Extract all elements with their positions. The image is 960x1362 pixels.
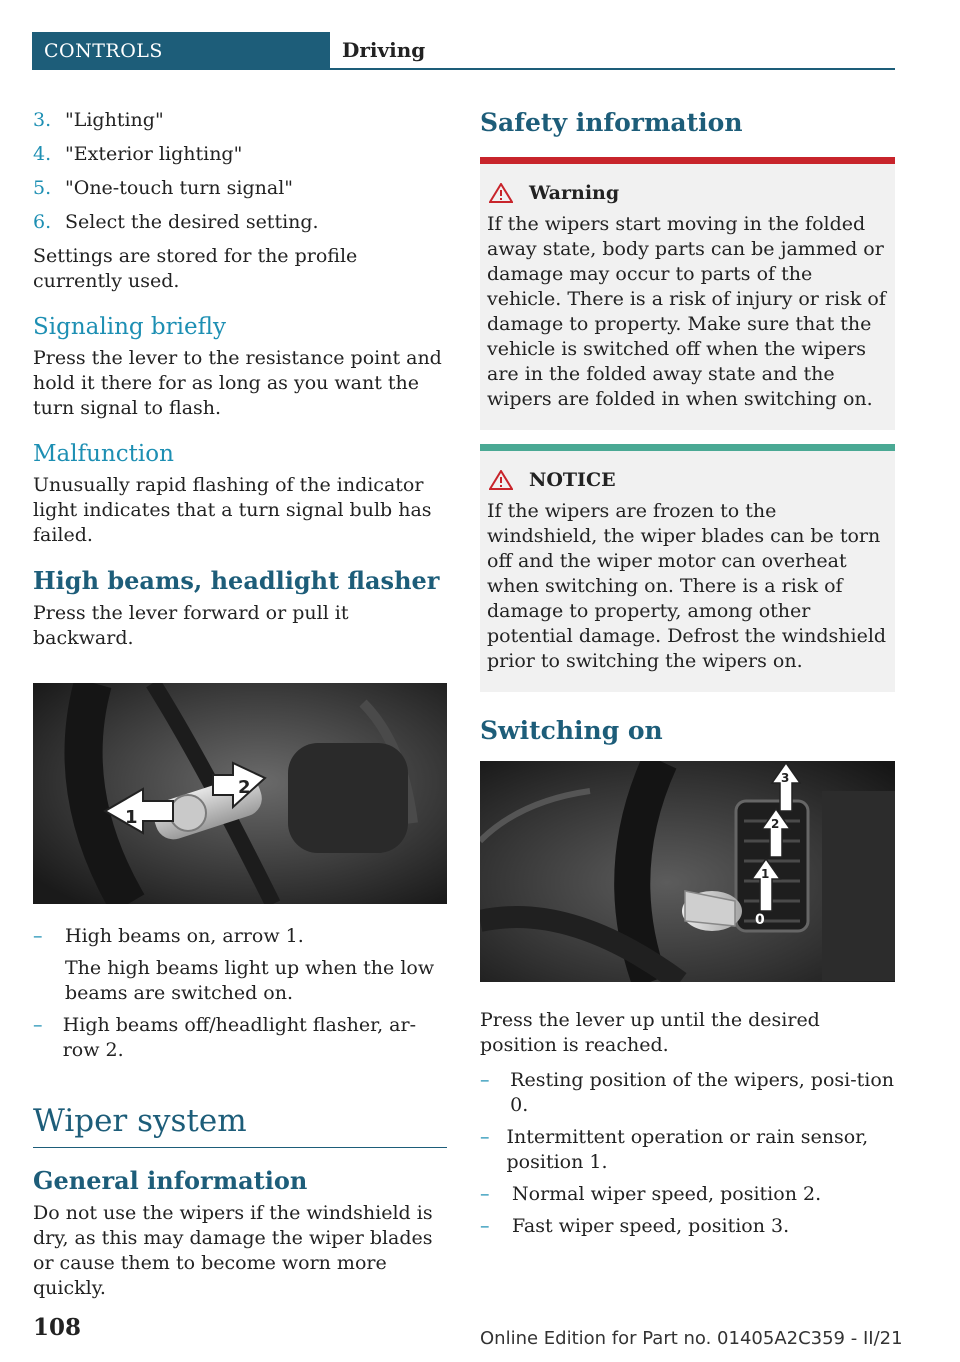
high-beams-text: Press the lever forward or pull it backward. xyxy=(33,602,349,649)
signaling-heading: Signaling briefly xyxy=(33,314,226,340)
list-item: – High beams off/headlight flasher, ar-row 2. xyxy=(33,1014,416,1061)
chapter-title: Driving xyxy=(330,32,895,70)
arrow-label-2: 2 xyxy=(238,777,251,798)
position-label-2: 2 xyxy=(771,817,780,831)
warning-box xyxy=(480,157,895,430)
step-item: 5. "One-touch turn signal" xyxy=(33,177,294,199)
safety-info-heading: Safety information xyxy=(480,108,743,137)
position-label-0: 0 xyxy=(755,912,765,928)
left-column xyxy=(33,108,447,1311)
turn-signal-lever-photo xyxy=(33,683,447,904)
general-info-heading: General information xyxy=(33,1166,308,1195)
step-item: 4. "Exterior lighting" xyxy=(33,143,243,165)
position-label-1: 1 xyxy=(761,867,770,881)
step-item: 3. "Lighting" xyxy=(33,109,164,131)
high-beams-heading: High beams, headlight flasher xyxy=(33,566,440,595)
wiper-system-heading: Wiper system xyxy=(33,1103,447,1148)
malfunction-text: Unusually rapid flashing of the indicator light indicates that a turn signal bulb has failed. xyxy=(33,474,432,546)
notice-text: If the wipers are frozen to the windshield, the wiper blades can be torn off and the wiper motor can overheat when switching on. There is a risk of damage to property, among other potential damage. Defrost the windshield prior to switching the wipers on. xyxy=(487,500,887,672)
list-item: – Resting position of the wipers, posi-tion 0. xyxy=(480,1069,895,1116)
settings-note: Settings are stored for the profile currently used. xyxy=(33,245,358,292)
malfunction-heading: Malfunction xyxy=(33,441,174,467)
general-info-text: Do not use the wipers if the windshield is dry, as this may damage the wiper blades or cause them to become worn more quickly. xyxy=(33,1202,433,1299)
step-item: 6. Select the desired setting. xyxy=(33,211,319,233)
switching-intro: Press the lever up until the desired position is reached. xyxy=(480,1009,820,1056)
section-tab: CONTROLS xyxy=(32,32,330,70)
list-item-note: The high beams light up when the low beams are switched on. xyxy=(65,957,435,1004)
right-column xyxy=(480,108,895,1246)
notice-label: NOTICE xyxy=(529,469,616,491)
notice-box xyxy=(480,444,895,692)
warning-triangle-icon xyxy=(489,183,513,203)
list-item: – High beams on, arrow 1. xyxy=(33,925,304,947)
list-item: – Fast wiper speed, position 3. xyxy=(480,1215,790,1237)
list-item: – Intermittent operation or rain sensor, position 1. xyxy=(480,1126,869,1173)
page-number: 108 xyxy=(33,1314,82,1341)
warning-label: Warning xyxy=(529,182,620,204)
running-header xyxy=(32,32,895,70)
notice-triangle-icon xyxy=(489,470,513,490)
warning-text: If the wipers start moving in the folded away state, body parts can be jammed or damage may occur to parts of the vehicle. There is a risk of injury or risk of damage to property. Make sure that the vehicle is switched off when the wipers are in the folded away state and the wipers are folded in when switching on. xyxy=(487,213,886,410)
wiper-lever-photo xyxy=(480,761,895,982)
arrow-label-1: 1 xyxy=(125,807,138,828)
signaling-text: Press the lever to the resistance point and hold it there for as long as you want the turn signal to flash. xyxy=(33,347,442,419)
position-label-3: 3 xyxy=(781,771,790,785)
switching-on-heading: Switching on xyxy=(480,716,663,745)
list-item: – Normal wiper speed, position 2. xyxy=(480,1183,822,1205)
edition-footer: Online Edition for Part no. 01405A2C359 - II/21 xyxy=(480,1328,903,1349)
